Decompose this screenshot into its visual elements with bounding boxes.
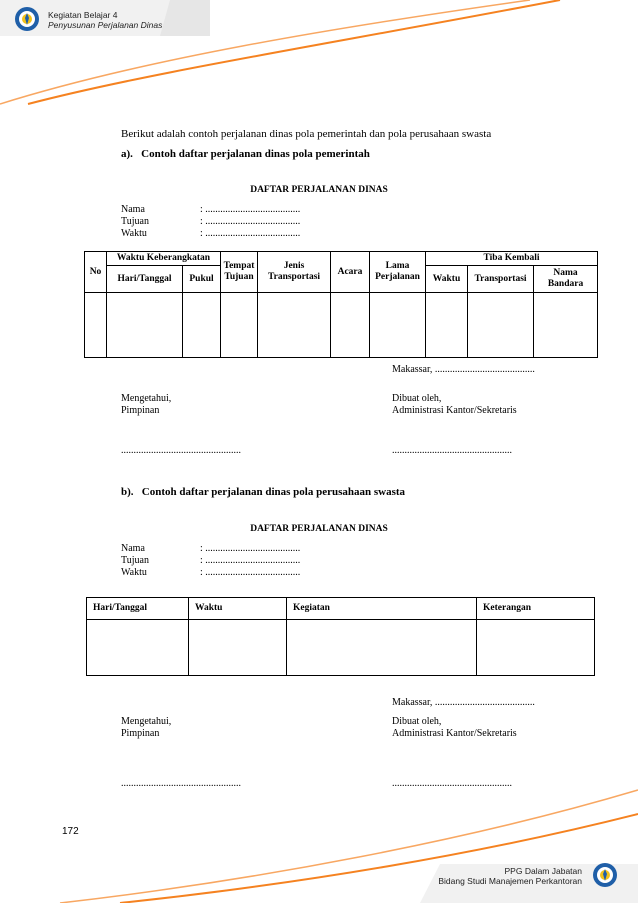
section-b-pimpinan: Pimpinan (121, 728, 160, 739)
table-cell (258, 293, 331, 358)
table-cell (477, 620, 595, 676)
table-cell (426, 293, 468, 358)
intro-text: Berikut adalah contoh perjalanan dinas pola pemerintah dan pola perusahaan swasta (121, 128, 492, 140)
field-value: : ...................................... (200, 216, 301, 227)
field-value: : ...................................... (200, 204, 301, 215)
header-title (48, 10, 162, 30)
table-cell (183, 293, 221, 358)
section-b-dibuat-oleh: Dibuat oleh, (392, 716, 442, 727)
table-cell (370, 293, 426, 358)
section-b-administrasi: Administrasi Kantor/Sekretaris (392, 728, 517, 739)
footer-text (438, 866, 582, 886)
section-b-field-waktu (121, 567, 300, 579)
section-a-title: DAFTAR PERJALANAN DINAS (250, 185, 388, 195)
table-cell (189, 620, 287, 676)
section-a-signature-left: ................................................ (121, 445, 241, 456)
section-b-place-date: Makassar, ........................................ (392, 697, 535, 708)
header-line1: Kegiatan Belajar 4 (48, 10, 118, 20)
section-a-field-nama (121, 204, 300, 216)
section-b-signature-left: ................................................ (121, 778, 241, 789)
section-a-field-tujuan (121, 216, 300, 228)
header-line2: Penyusunan Perjalanan Dinas (48, 20, 163, 30)
col-pukul: Pukul (183, 266, 221, 293)
field-label: Waktu (121, 228, 147, 239)
col-jenis-transportasi: Jenis Transportasi (258, 252, 331, 293)
col-waktu: Waktu (189, 598, 287, 620)
field-value: : ...................................... (200, 555, 301, 566)
col-waktu: Waktu (426, 266, 468, 293)
col-keterangan: Keterangan (477, 598, 595, 620)
section-b-field-nama (121, 543, 300, 555)
col-lama-perjalanan: Lama Perjalanan (370, 252, 426, 293)
table-cell (287, 620, 477, 676)
col-nama-bandara: Nama Bandara (534, 266, 598, 293)
field-label: Tujuan (121, 555, 149, 566)
footer-line2: Bidang Studi Manajemen Perkantoran (438, 876, 582, 886)
field-value: : ...................................... (200, 567, 301, 578)
table-cell (87, 620, 189, 676)
table-cell (468, 293, 534, 358)
section-a-heading: a). Contoh daftar perjalanan dinas pola pemerintah (121, 148, 370, 160)
section-b-mengetahui: Mengetahui, (121, 716, 172, 727)
field-value: : ...................................... (200, 228, 301, 239)
section-a-mengetahui: Mengetahui, (121, 393, 172, 404)
section-a-signature-right: ................................................ (392, 445, 512, 456)
table-cell (85, 293, 107, 358)
col-acara: Acara (331, 252, 370, 293)
field-label: Nama (121, 543, 145, 554)
field-value: : ...................................... (200, 543, 301, 554)
section-a-administrasi: Administrasi Kantor/Sekretaris (392, 405, 517, 416)
col-transportasi: Transportasi (468, 266, 534, 293)
section-b-field-tujuan (121, 555, 300, 567)
tut-wuri-logo-icon (14, 6, 40, 32)
page-number: 172 (62, 826, 79, 837)
government-travel-table (84, 251, 598, 358)
col-waktu-keberangkatan: Waktu Keberangkatan (107, 252, 221, 266)
section-a-place-date: Makassar, ........................................ (392, 364, 535, 375)
tut-wuri-logo-icon (592, 862, 618, 888)
col-tempat-tujuan: Tempat Tujuan (221, 252, 258, 293)
section-b-signature-right: ................................................ (392, 778, 512, 789)
table-cell (107, 293, 183, 358)
col-no: No (85, 252, 107, 293)
table-cell (534, 293, 598, 358)
col-hari-tanggal: Hari/Tanggal (87, 598, 189, 620)
field-label: Waktu (121, 567, 147, 578)
section-a-field-waktu (121, 228, 300, 240)
section-a-dibuat-oleh: Dibuat oleh, (392, 393, 442, 404)
table-row (85, 293, 598, 358)
table-cell (221, 293, 258, 358)
section-b-heading: b). Contoh daftar perjalanan dinas pola perusahaan swasta (121, 486, 406, 498)
col-kegiatan: Kegiatan (287, 598, 477, 620)
field-label: Tujuan (121, 216, 149, 227)
private-travel-table (86, 597, 595, 676)
footer-line1: PPG Dalam Jabatan (504, 866, 582, 876)
table-cell (331, 293, 370, 358)
section-b-title: DAFTAR PERJALANAN DINAS (250, 524, 388, 534)
field-label: Nama (121, 204, 145, 215)
col-hari-tanggal: Hari/Tanggal (107, 266, 183, 293)
section-a-pimpinan: Pimpinan (121, 405, 160, 416)
table-row (87, 620, 595, 676)
col-tiba-kembali: Tiba Kembali (426, 252, 598, 266)
